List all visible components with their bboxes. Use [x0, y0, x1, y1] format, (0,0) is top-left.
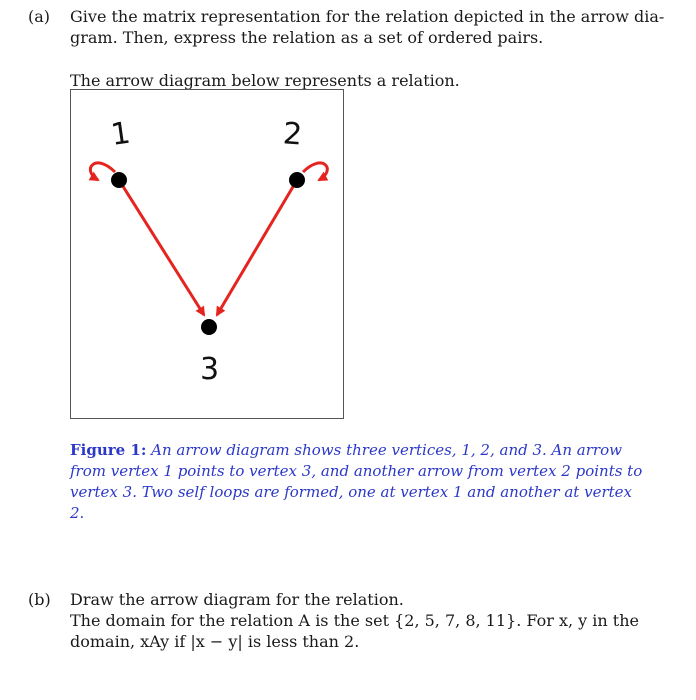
edge-2-to-3 — [217, 180, 297, 315]
vertex-1 — [111, 172, 127, 188]
caption-line-1 — [70, 440, 650, 461]
arrow-diagram-svg — [71, 90, 345, 420]
part-b-line-2: The domain for the relation A is the set {2, 5, 7, 8, 11}. For x, y in the — [70, 611, 640, 630]
arrow-diagram — [70, 89, 344, 419]
caption-line-3: vertex 3. Two self loops are formed, one at vertex 1 and another at vertex — [70, 483, 632, 501]
part-a-line-1: Give the matrix representation for the relation depicted in the arrow dia- — [70, 7, 665, 26]
vertex-2-label: 2 — [281, 116, 304, 153]
vertex-1-label: 1 — [108, 115, 133, 153]
diagram-intro: The arrow diagram below represents a relation. — [70, 71, 460, 90]
vertex-2 — [289, 172, 305, 188]
part-a-text — [70, 6, 668, 48]
vertex-3-label: 3 — [200, 352, 220, 387]
figure-caption — [70, 440, 650, 524]
vertex-3 — [201, 319, 217, 335]
part-a-marker: (a) — [28, 7, 51, 26]
part-b-question — [28, 589, 668, 652]
edge-1-to-3 — [119, 180, 204, 315]
part-a-line-2: gram. Then, express the relation as a set of ordered pairs. — [70, 28, 544, 47]
part-b-marker: (b) — [28, 590, 51, 609]
caption-line-4: 2. — [70, 504, 85, 522]
caption-text-1: An arrow diagram shows three vertices, 1, 2, and 3. An arrow — [151, 441, 622, 459]
self-loop-2 — [303, 163, 327, 180]
part-b-line-1: Draw the arrow diagram for the relation. — [70, 590, 404, 609]
caption-line-2: from vertex 1 points to vertex 3, and another arrow from vertex 2 points to — [70, 462, 643, 480]
part-b-line-3: domain, xAy if |x − y| is less than 2. — [70, 632, 360, 651]
figure-label: Figure 1: — [70, 441, 147, 459]
part-a-question — [28, 6, 668, 48]
self-loop-1 — [90, 163, 115, 180]
part-b-text — [70, 589, 668, 652]
